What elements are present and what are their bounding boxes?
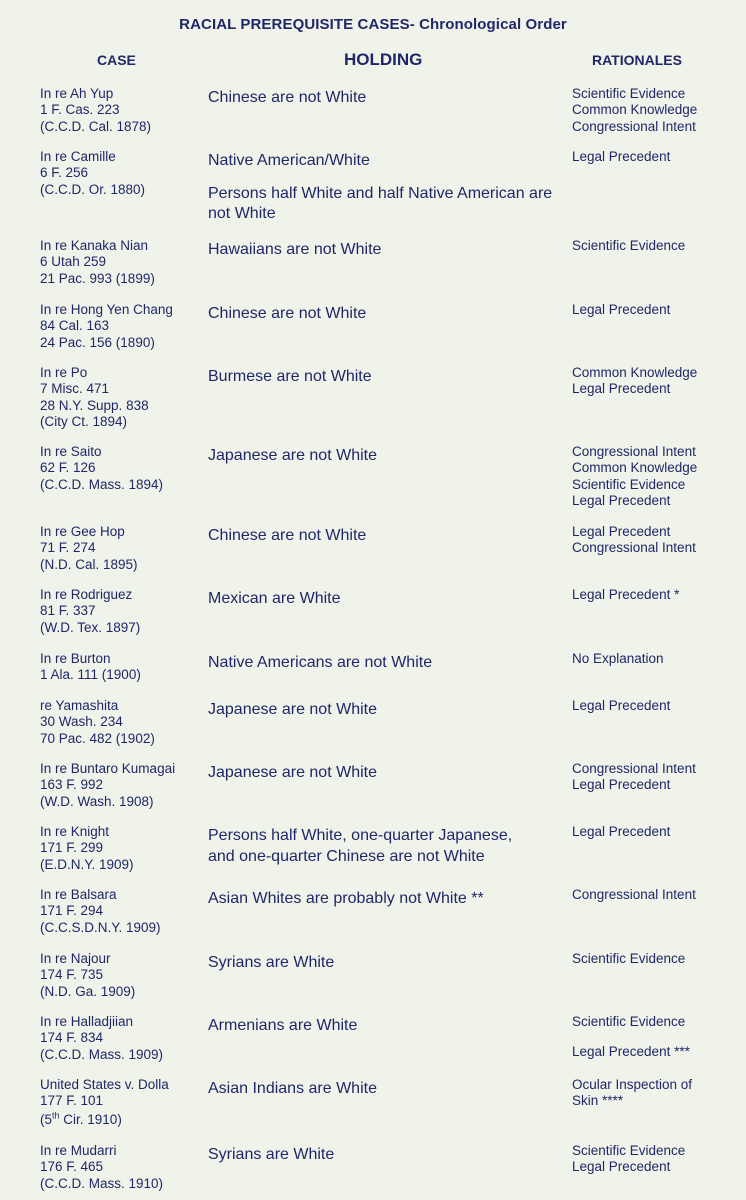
case-citation (40, 524, 200, 573)
case-citation-line: 171 F. 299 (40, 840, 104, 856)
rationale-item: Common Knowledge (572, 365, 698, 380)
case-citation-line: 6 Utah 259 (40, 254, 107, 270)
case-citation (40, 1014, 200, 1063)
holding-paragraph: Syrians are White (208, 1146, 335, 1163)
holding-text (208, 240, 558, 261)
case-citation-line: 1 F. Cas. 223 (40, 102, 120, 118)
case-citation-line: In re Rodriguez (40, 587, 133, 602)
holding-text (208, 653, 558, 674)
rationale-item: Scientific Evidence (572, 951, 686, 966)
rationale-item: Legal Precedent (572, 492, 671, 508)
holding-text (208, 953, 558, 974)
rationale-item: Congressional Intent (572, 761, 696, 776)
rationale-item: Scientific Evidence (572, 476, 686, 492)
case-citation-line: (W.D. Wash. 1908) (40, 793, 154, 809)
case-citation (40, 887, 200, 936)
case-citation-line: In re Halladjiian (40, 1014, 134, 1029)
case-citation (40, 824, 200, 873)
rationales-list (572, 365, 742, 398)
case-citation-line: 6 F. 256 (40, 165, 89, 181)
holding-paragraph: Persons half White and half Native American are not White (208, 184, 553, 222)
holding-paragraph: Japanese are not White (208, 701, 377, 718)
rationale-item: Legal Precedent (572, 302, 671, 317)
case-citation-line: 81 F. 337 (40, 603, 96, 619)
case-citation-line: re Yamashita (40, 698, 119, 713)
case-citation (40, 761, 200, 810)
holding-text (208, 1016, 558, 1037)
holding-text (208, 526, 558, 547)
case-citation-line: In re Po (40, 365, 88, 380)
holding-paragraph: Persons half White, one-quarter Japanese, and one-quarter Chinese are not White (208, 827, 513, 865)
holding-text (208, 304, 558, 325)
holding-paragraph: Chinese are not White (208, 89, 367, 106)
rationales-list (572, 1014, 742, 1061)
rationales-list (572, 951, 742, 967)
rationale-item: Legal Precedent (572, 524, 671, 539)
holding-text (208, 700, 558, 721)
holding-text (208, 826, 538, 867)
case-citation-line: In re Balsara (40, 887, 117, 902)
case-citation-line: 163 F. 992 (40, 777, 104, 793)
holding-text (208, 88, 558, 109)
rationales-list (572, 86, 742, 135)
case-citation-line: (C.C.S.D.N.Y. 1909) (40, 919, 161, 935)
rationale-item: Legal Precedent * (572, 587, 680, 602)
case-citation-line: 1 Ala. 111 (1900) (40, 667, 141, 683)
case-citation (40, 86, 200, 135)
holding-text (208, 367, 558, 388)
rationale-item: Legal Precedent (572, 1159, 671, 1175)
rationale-item: Common Knowledge (572, 102, 698, 118)
holding-paragraph: Chinese are not White (208, 305, 367, 322)
case-citation-line: In re Gee Hop (40, 524, 125, 539)
case-citation-line: 30 Wash. 234 (40, 714, 123, 730)
holding-paragraph: Japanese are not White (208, 764, 377, 781)
case-citation-line: (City Ct. 1894) (40, 413, 128, 429)
holding-text (208, 1079, 558, 1100)
rationale-item: Congressional Intent (572, 444, 696, 459)
case-citation (40, 149, 200, 198)
holding-column-header: HOLDING (344, 50, 423, 69)
case-citation-line: 176 F. 465 (40, 1159, 104, 1175)
holding-text (208, 446, 558, 467)
rationales-list (572, 524, 742, 557)
rationales-list (572, 587, 742, 603)
case-citation-line: (E.D.N.Y. 1909) (40, 856, 134, 872)
case-citation-line: 177 F. 101 (40, 1093, 104, 1109)
case-citation-text: Cir. 1910) (59, 1111, 122, 1127)
case-citation-line: 21 Pac. 993 (1899) (40, 270, 155, 286)
case-citation-line: (N.D. Ga. 1909) (40, 983, 136, 999)
case-citation (40, 365, 200, 430)
rationales-list (572, 651, 742, 667)
case-citation-line: (N.D. Cal. 1895) (40, 556, 138, 572)
case-citation-line: In re Saito (40, 444, 102, 459)
case-citation-line: 7 Misc. 471 (40, 381, 110, 397)
case-citation-line: 174 F. 834 (40, 1030, 104, 1046)
holding-text (208, 589, 558, 610)
holding-paragraph: Native American/White (208, 152, 370, 169)
case-citation-line: 28 N.Y. Supp. 838 (40, 397, 149, 413)
rationale-item: Scientific Evidence (572, 1014, 686, 1029)
rationale-item: Legal Precedent (572, 698, 671, 713)
case-citation-line: In re Burton (40, 651, 111, 666)
holding-paragraph: Burmese are not White (208, 368, 372, 385)
rationale-item (572, 1030, 742, 1044)
case-citation-line: In re Kanaka Nian (40, 238, 149, 253)
rationale-item: Congressional Intent (572, 118, 696, 134)
holding-paragraph: Asian Indians are White (208, 1080, 377, 1097)
rationales-list (572, 444, 742, 509)
case-citation (40, 651, 200, 684)
case-citation (40, 587, 200, 636)
case-citation-line: 84 Cal. 163 (40, 318, 110, 334)
rationale-item: Ocular Inspection of (572, 1077, 693, 1092)
case-citation-line: In re Hong Yen Chang (40, 302, 173, 317)
holding-paragraph: Native Americans are not White (208, 654, 433, 671)
case-citation-line: 24 Pac. 156 (1890) (40, 334, 155, 350)
rationale-item: Legal Precedent (572, 777, 671, 793)
case-citation-line: (C.C.D. Mass. 1909) (40, 1046, 164, 1062)
rationales-list (572, 238, 742, 254)
case-citation-text: (5 (40, 1111, 53, 1127)
case-citation-line: In re Najour (40, 951, 111, 966)
case-citation-line: 171 F. 294 (40, 903, 104, 919)
rationale-item: Congressional Intent (572, 887, 696, 902)
holding-text (208, 151, 553, 225)
rationales-list (572, 824, 742, 840)
rationale-item: Congressional Intent (572, 540, 696, 556)
rationale-item: Skin **** (572, 1093, 624, 1109)
rationale-item: Legal Precedent (572, 824, 671, 839)
case-citation-line: In re Knight (40, 824, 110, 839)
case-citation-line: In re Mudarri (40, 1143, 117, 1158)
case-citation-line: In re Camille (40, 149, 116, 164)
holding-text (208, 889, 558, 910)
rationale-item: Legal Precedent (572, 149, 671, 164)
rationales-column-header: RATIONALES (592, 52, 682, 68)
case-citation-superscript: th (52, 1110, 60, 1121)
case-citation (40, 951, 200, 1000)
case-citation-line: (C.C.D. Cal. 1878) (40, 118, 152, 134)
case-citation-line: United States v. Dolla (40, 1077, 169, 1092)
rationales-list (572, 149, 742, 165)
rationale-item: Common Knowledge (572, 460, 698, 476)
holding-paragraph: Armenians are White (208, 1017, 358, 1034)
rationales-list (572, 761, 742, 794)
rationales-list (572, 1077, 742, 1110)
case-citation (40, 302, 200, 351)
case-citation-line: (C.C.D. Mass. 1910) (40, 1175, 164, 1191)
case-citation-line: (C.C.D. Mass. 1894) (40, 476, 164, 492)
case-citation-line: 62 F. 126 (40, 460, 96, 476)
case-citation-line: In re Buntaro Kumagai (40, 761, 176, 776)
case-citation (40, 238, 200, 287)
holding-paragraph: Asian Whites are probably not White ** (208, 890, 484, 907)
rationale-item: Legal Precedent *** (572, 1044, 690, 1060)
case-citation-line: 70 Pac. 482 (1902) (40, 730, 155, 746)
case-citation (40, 698, 200, 747)
case-citation-line: 71 F. 274 (40, 540, 96, 556)
rationale-item: Scientific Evidence (572, 238, 686, 253)
case-citation (40, 1143, 200, 1192)
rationale-item: Scientific Evidence (572, 86, 686, 101)
holding-text (208, 763, 558, 784)
case-citation-line: (C.C.D. Or. 1880) (40, 181, 146, 197)
holding-paragraph: Japanese are not White (208, 447, 377, 464)
case-citation-line: 174 F. 735 (40, 967, 104, 983)
rationale-item: No Explanation (572, 651, 664, 666)
case-citation-line: (W.D. Tex. 1897) (40, 619, 141, 635)
holding-paragraph: Hawaiians are not White (208, 241, 382, 258)
holding-paragraph: Mexican are White (208, 590, 341, 607)
rationales-list (572, 302, 742, 318)
case-citation (40, 444, 200, 493)
rationale-item: Legal Precedent (572, 381, 671, 397)
rationales-list (572, 887, 742, 903)
case-column-header: CASE (97, 52, 136, 68)
page-title: RACIAL PREREQUISITE CASES- Chronological Order (179, 16, 567, 33)
holding-text (208, 1145, 558, 1166)
rationale-item: Scientific Evidence (572, 1143, 686, 1158)
case-citation-line: In re Ah Yup (40, 86, 114, 101)
rationales-list (572, 1143, 742, 1176)
case-citation (40, 1077, 200, 1128)
holding-paragraph: Chinese are not White (208, 527, 367, 544)
rationales-list (572, 698, 742, 714)
case-citation-line (40, 1112, 200, 1128)
holding-paragraph: Syrians are White (208, 954, 335, 971)
